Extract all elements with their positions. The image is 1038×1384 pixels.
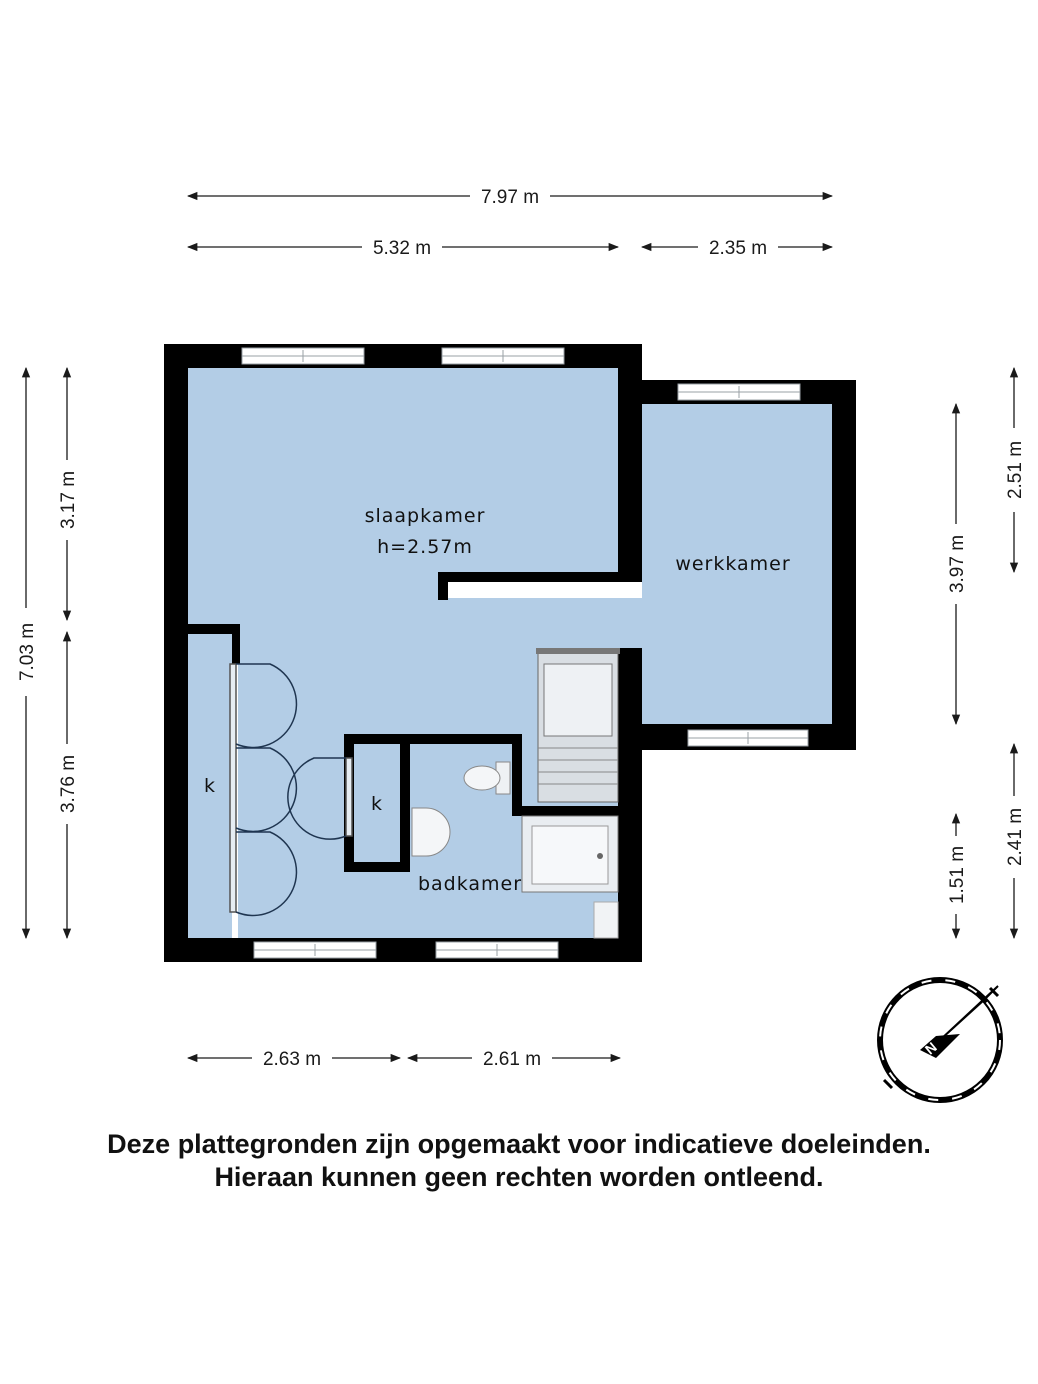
dim-right-outer-lower: 2.41 m (1005, 807, 1026, 867)
dim-bottom-left: 2.63 m (262, 1049, 322, 1070)
wall-kast-right (232, 624, 240, 664)
hall-lower-floor (238, 738, 348, 938)
wall-kast-mid-bottom (344, 862, 410, 872)
room-label-slaapkamer: slaapkamer (364, 505, 486, 527)
wall-slaapkamer-right (618, 344, 642, 580)
dim-right-inner-lower: 1.51 m (947, 845, 968, 905)
bathroom-cabinet (594, 902, 618, 938)
disclaimer-line-1: Deze plattegronden zijn opgemaakt voor indicatieve doeleinden. (107, 1129, 931, 1159)
wall-outer-left (164, 344, 188, 962)
compass-icon (880, 980, 1000, 1100)
floor-areas (188, 368, 832, 938)
dim-top-right: 2.35 m (708, 238, 768, 259)
dim-top-total: 7.97 m (480, 187, 540, 208)
wall-outer-bottom (164, 938, 642, 962)
room-label-badkamer: badkamer (417, 873, 523, 895)
disclaimer-line-2: Hieraan kunnen geen rechten worden ontleend. (214, 1162, 824, 1192)
dim-top-left: 5.32 m (372, 238, 432, 259)
dim-right-outer-upper: 2.51 m (1005, 440, 1026, 500)
staircase (536, 648, 620, 802)
room-label-kast-left: k (203, 775, 217, 797)
wall-badkamer-right (618, 750, 642, 962)
dim-left-upper: 3.17 m (58, 470, 79, 530)
room-label-slaapkamer-height: h=2.57m (377, 536, 473, 558)
dim-left-lower: 3.76 m (58, 754, 79, 814)
wall-kast-mid-right (400, 734, 410, 872)
wall-badkamer-top (408, 734, 520, 744)
dim-left-total: 7.03 m (17, 622, 38, 682)
wall-outer-top (164, 344, 642, 368)
shower-tray-icon (522, 816, 618, 892)
dim-bottom-right: 2.61 m (482, 1049, 542, 1070)
wall-badkamer-step-h (512, 806, 622, 816)
wall-werkkamer-right (832, 380, 856, 750)
room-label-kast-middle: k (370, 793, 384, 815)
wall-kast-top (184, 624, 240, 634)
wall-werkkamer-left-lower (618, 648, 642, 750)
dim-right-inner-upper: 3.97 m (947, 534, 968, 594)
wall-badkamer-step (512, 734, 522, 814)
wall-stub-vertical (438, 572, 448, 600)
wall-stub-horizontal (438, 572, 642, 582)
room-label-werkkamer: werkkamer (675, 553, 791, 575)
compass-label: N (921, 1038, 940, 1058)
disclaimer (0, 1128, 1038, 1194)
